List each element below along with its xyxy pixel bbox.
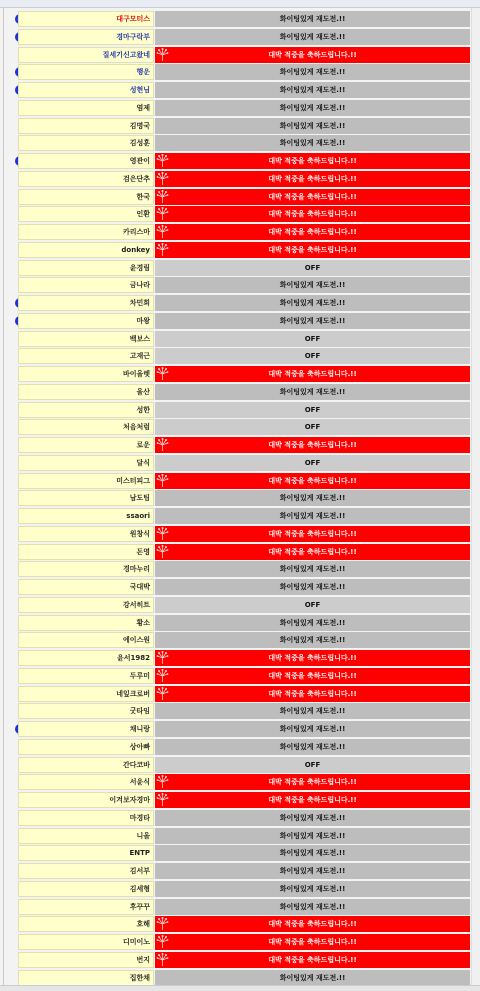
- member-name[interactable]: ENTP: [18, 845, 154, 861]
- flower-icon: [156, 651, 169, 665]
- status-label: 화이팅있게 재도전.!!: [279, 68, 346, 77]
- table-row: [17, 774, 470, 792]
- member-name[interactable]: 로운: [18, 437, 154, 453]
- status-label: 대박 적중을 축하드립니다.!!: [268, 174, 357, 183]
- member-name[interactable]: 돈영: [18, 544, 154, 560]
- status-label: 화이팅있게 재도전.!!: [279, 121, 346, 130]
- table-row: [17, 544, 470, 562]
- status-cell-off: [155, 402, 470, 418]
- member-name[interactable]: 대구모터스: [18, 11, 154, 27]
- status-label: 화이팅있게 재도전.!!: [279, 103, 346, 112]
- status-label: 화이팅있게 재도전.!!: [279, 849, 346, 858]
- status-cell-win: [155, 171, 470, 187]
- status-cell-go: [155, 579, 470, 595]
- table-row: [17, 366, 470, 384]
- member-name[interactable]: 네잎크로버: [18, 686, 154, 702]
- member-name[interactable]: 경마구락부: [18, 29, 154, 45]
- status-cell-go: [155, 490, 470, 506]
- status-cell-off: [155, 348, 470, 364]
- table-row: [17, 721, 470, 739]
- status-cell-go: [155, 384, 470, 400]
- table-row: [17, 686, 470, 704]
- status-label: 화이팅있게 재도전.!!: [279, 742, 346, 751]
- status-label: OFF: [304, 405, 321, 414]
- table-row: [17, 242, 470, 260]
- member-name[interactable]: 에이스원: [18, 632, 154, 648]
- status-cell-win: [155, 668, 470, 684]
- table-row: [17, 881, 470, 899]
- status-label: OFF: [304, 352, 321, 361]
- member-name[interactable]: 인환: [18, 206, 154, 222]
- status-cell-go: [155, 899, 470, 915]
- table-row: [17, 313, 470, 331]
- member-name[interactable]: 검은단추: [18, 171, 154, 187]
- status-label: 화이팅있게 재도전.!!: [279, 86, 346, 94]
- status-label: 화이팅있게 재도전.!!: [279, 636, 346, 645]
- status-label: 화이팅있게 재도전.!!: [279, 902, 346, 911]
- status-label: 대박 적중을 축하드립니다.!!: [268, 441, 357, 449]
- member-name[interactable]: 남도팀: [18, 490, 154, 506]
- table-row: [17, 863, 470, 881]
- member-name[interactable]: 경마누리: [18, 561, 154, 577]
- status-cell-off: [155, 597, 470, 613]
- status-cell-go: [155, 810, 470, 826]
- table-row: [17, 490, 470, 508]
- member-name[interactable]: 윤경림: [18, 260, 154, 276]
- status-label: 대박 적중을 축하드립니다.!!: [268, 671, 357, 680]
- status-cell-win: [155, 224, 470, 240]
- status-label: 화이팅있게 재도전.!!: [279, 583, 346, 591]
- table-row: [17, 473, 470, 491]
- status-cell-off: [155, 757, 470, 773]
- member-name[interactable]: 디미이노: [18, 934, 154, 950]
- flower-icon: [156, 687, 169, 701]
- status-cell-go: [155, 29, 470, 45]
- table-row: [17, 845, 470, 863]
- status-label: OFF: [304, 263, 321, 272]
- table-row: [17, 739, 470, 757]
- table-row: [17, 579, 470, 597]
- status-cell-win: [155, 189, 470, 205]
- status-label: OFF: [304, 423, 321, 432]
- flower-icon: [156, 935, 169, 949]
- table-row: [17, 100, 470, 118]
- member-name[interactable]: 김성훈: [18, 135, 154, 151]
- horizontal-scrollbar[interactable]: [0, 985, 480, 991]
- table-row: [17, 206, 470, 224]
- status-cell-go: [155, 703, 470, 719]
- vertical-scrollbar[interactable]: [471, 8, 480, 990]
- status-label: 대박 적중을 축하드립니다.!!: [268, 50, 357, 59]
- member-name[interactable]: 달식: [18, 455, 154, 471]
- status-cell-go: [155, 739, 470, 755]
- member-name[interactable]: 김세형: [18, 881, 154, 897]
- flower-icon: [156, 474, 169, 488]
- status-cell-go: [155, 277, 470, 293]
- status-label: 화이팅있게 재도전.!!: [279, 32, 346, 41]
- table-row: [17, 615, 470, 633]
- status-label: 대박 적중을 축하드립니다.!!: [268, 796, 357, 804]
- status-cell-win: [155, 437, 470, 453]
- status-label: 대박 적중을 축하드립니다.!!: [268, 955, 357, 964]
- table-row: [17, 526, 470, 544]
- status-label: 대박 적중을 축하드립니다.!!: [268, 689, 357, 698]
- status-cell-go: [155, 508, 470, 524]
- table-row: [17, 632, 470, 650]
- member-name[interactable]: 김명국: [18, 118, 154, 134]
- status-label: 화이팅있게 재도전.!!: [279, 139, 346, 148]
- status-cell-win: [155, 952, 470, 968]
- member-name[interactable]: 마왕: [18, 313, 154, 329]
- status-cell-off: [155, 331, 470, 347]
- flower-icon: [156, 154, 169, 168]
- status-label: 화이팅있게 재도전.!!: [279, 387, 346, 396]
- status-label: 화이팅있게 재도전.!!: [279, 494, 346, 503]
- member-name[interactable]: 국대박: [18, 579, 154, 595]
- table-row: [17, 171, 470, 189]
- status-label: 화이팅있게 재도전.!!: [279, 512, 346, 520]
- status-cell-win: [155, 916, 470, 932]
- table-row: [17, 792, 470, 810]
- table-row: [17, 11, 470, 29]
- flower-icon: [156, 367, 169, 381]
- status-label: 화이팅있게 재도전.!!: [279, 831, 346, 840]
- member-name[interactable]: 바이올렛: [18, 366, 154, 382]
- flower-icon: [156, 669, 169, 683]
- status-label: 대박 적중을 축하드립니다.!!: [268, 476, 357, 485]
- status-cell-win: [155, 366, 470, 382]
- table-row: [17, 295, 470, 313]
- flower-icon: [156, 48, 169, 62]
- table-row: [17, 29, 470, 47]
- status-cell-win: [155, 544, 470, 560]
- status-cell-win: [155, 473, 470, 489]
- table-row: [17, 189, 470, 207]
- member-name[interactable]: 서윤식: [18, 774, 154, 790]
- status-label: 대박 적중을 축하드립니다.!!: [268, 157, 357, 165]
- status-label: 화이팅있게 재도전.!!: [279, 884, 346, 893]
- table-row: [17, 331, 470, 349]
- table-row: [17, 277, 470, 295]
- status-cell-win: [155, 792, 470, 808]
- status-label: 대박 적중을 축하드립니다.!!: [268, 529, 357, 538]
- member-name[interactable]: 울산: [18, 384, 154, 400]
- status-label: 화이팅있게 재도전.!!: [279, 316, 346, 325]
- status-cell-go: [155, 721, 470, 737]
- member-name[interactable]: 두루미: [18, 668, 154, 684]
- status-cell-win: [155, 934, 470, 950]
- status-cell-go: [155, 118, 470, 134]
- table-row: [17, 260, 470, 278]
- status-label: 화이팅있게 재도전.!!: [279, 618, 346, 627]
- status-label: 화이팅있게 재도전.!!: [279, 973, 346, 982]
- status-label: 대박 적중을 축하드립니다.!!: [268, 228, 357, 236]
- status-cell-off: [155, 260, 470, 276]
- status-cell-go: [155, 863, 470, 879]
- table-row: [17, 597, 470, 615]
- status-cell-go: [155, 64, 470, 80]
- status-cell-go: [155, 313, 470, 329]
- flower-icon: [156, 545, 169, 559]
- member-name[interactable]: 성한: [18, 402, 154, 418]
- flower-icon: [156, 243, 169, 257]
- status-cell-go: [155, 881, 470, 897]
- table-row: [17, 384, 470, 402]
- status-label: OFF: [304, 600, 321, 609]
- status-cell-off: [155, 419, 470, 435]
- member-name[interactable]: 성현님: [18, 82, 154, 98]
- status-cell-win: [155, 774, 470, 790]
- status-label: 화이팅있게 재도전.!!: [279, 707, 346, 716]
- member-name[interactable]: 차민희: [18, 295, 154, 311]
- table-row: [17, 82, 470, 100]
- member-name[interactable]: 니올: [18, 828, 154, 844]
- table-row: [17, 508, 470, 526]
- table-row: [17, 153, 470, 171]
- member-name[interactable]: 염제: [18, 100, 154, 116]
- left-border: [3, 8, 4, 990]
- status-cell-win: [155, 153, 470, 169]
- flower-icon: [156, 207, 169, 221]
- table-row: [17, 668, 470, 686]
- member-name[interactable]: 미스터피그: [18, 473, 154, 489]
- member-name[interactable]: 후꾸꾸: [18, 899, 154, 915]
- table-row: [17, 934, 470, 952]
- table-row: [17, 64, 470, 82]
- table-row: [17, 437, 470, 455]
- status-cell-win: [155, 526, 470, 542]
- member-name[interactable]: 한국: [18, 189, 154, 205]
- member-name[interactable]: 채니랑: [18, 721, 154, 737]
- member-name[interactable]: 굿타임: [18, 703, 154, 719]
- member-name[interactable]: 호해: [18, 916, 154, 932]
- status-label: 대박 적중을 축하드립니다.!!: [268, 370, 357, 378]
- member-name[interactable]: 카리스마: [18, 224, 154, 240]
- status-label: 대박 적중을 축하드립니다.!!: [268, 920, 357, 929]
- status-cell-go: [155, 632, 470, 648]
- results-list: [17, 11, 470, 987]
- top-toolbar: [0, 0, 480, 8]
- member-name[interactable]: 강서히트: [18, 597, 154, 613]
- status-cell-go: [155, 135, 470, 151]
- table-row: [17, 650, 470, 668]
- member-name[interactable]: 행운: [18, 64, 154, 80]
- status-cell-go: [155, 845, 470, 861]
- table-row: [17, 561, 470, 579]
- status-label: 대박 적중을 축하드립니다.!!: [268, 778, 357, 787]
- status-label: 화이팅있게 재도전.!!: [279, 15, 346, 23]
- status-cell-off: [155, 455, 470, 471]
- status-cell-go: [155, 828, 470, 844]
- flower-icon: [156, 793, 169, 807]
- flower-icon: [156, 438, 169, 452]
- table-row: [17, 47, 470, 65]
- table-row: [17, 952, 470, 970]
- member-name[interactable]: 고재근: [18, 348, 154, 364]
- table-row: [17, 703, 470, 721]
- member-name[interactable]: 번지: [18, 952, 154, 968]
- member-name[interactable]: 영관이: [18, 153, 154, 169]
- status-label: 대박 적중을 축하드립니다.!!: [268, 654, 357, 662]
- status-label: 화이팅있게 재도전.!!: [279, 725, 346, 733]
- status-cell-go: [155, 82, 470, 98]
- member-name[interactable]: donkey: [18, 242, 154, 258]
- flower-icon: [156, 190, 169, 204]
- member-name[interactable]: 금나라: [18, 277, 154, 293]
- status-label: 대박 적중을 축하드립니다.!!: [268, 938, 357, 946]
- status-cell-go: [155, 11, 470, 27]
- member-name[interactable]: 상아빠: [18, 739, 154, 755]
- table-row: [17, 402, 470, 420]
- member-name[interactable]: 처음처럼: [18, 419, 154, 435]
- status-label: OFF: [304, 760, 321, 769]
- member-name[interactable]: 김서부: [18, 863, 154, 879]
- member-name[interactable]: 백보스: [18, 331, 154, 347]
- flower-icon: [156, 917, 169, 931]
- member-name[interactable]: 황소: [18, 615, 154, 631]
- table-row: [17, 118, 470, 136]
- flower-icon: [156, 225, 169, 239]
- status-cell-go: [155, 100, 470, 116]
- status-label: 대박 적중을 축하드립니다.!!: [268, 547, 357, 556]
- status-label: 화이팅있게 재도전.!!: [279, 299, 346, 307]
- table-row: [17, 419, 470, 437]
- flower-icon: [156, 775, 169, 789]
- status-label: OFF: [304, 458, 321, 467]
- status-cell-go: [155, 295, 470, 311]
- flower-icon: [156, 527, 169, 541]
- member-name[interactable]: 이겨보자경마: [18, 792, 154, 808]
- status-label: OFF: [304, 334, 321, 343]
- table-row: [17, 810, 470, 828]
- status-label: 화이팅있게 재도전.!!: [279, 813, 346, 822]
- status-label: 대박 적중을 축하드립니다.!!: [268, 192, 357, 201]
- member-name[interactable]: ssaori: [18, 508, 154, 524]
- member-name[interactable]: 윤서1982: [18, 650, 154, 666]
- status-cell-win: [155, 650, 470, 666]
- status-cell-go: [155, 615, 470, 631]
- table-row: [17, 135, 470, 153]
- status-cell-win: [155, 242, 470, 258]
- flower-icon: [156, 172, 169, 186]
- flower-icon: [156, 953, 169, 967]
- member-name[interactable]: 질세기신고왔네: [18, 47, 154, 63]
- member-name[interactable]: 마경타: [18, 810, 154, 826]
- status-cell-win: [155, 686, 470, 702]
- member-name[interactable]: 원창식: [18, 526, 154, 542]
- status-label: 대박 적중을 축하드립니다.!!: [268, 245, 357, 254]
- status-label: 화이팅있게 재도전.!!: [279, 565, 346, 574]
- table-row: [17, 348, 470, 366]
- member-name[interactable]: 집한채: [18, 970, 154, 986]
- status-cell-go: [155, 970, 470, 986]
- table-row: [17, 916, 470, 934]
- status-label: 화이팅있게 재도전.!!: [279, 867, 346, 875]
- status-label: 대박 적중을 축하드립니다.!!: [268, 210, 357, 219]
- status-cell-win: [155, 47, 470, 63]
- table-row: [17, 224, 470, 242]
- table-row: [17, 828, 470, 846]
- table-row: [17, 455, 470, 473]
- table-row: [17, 899, 470, 917]
- member-name[interactable]: 간다코바: [18, 757, 154, 773]
- status-label: 화이팅있게 재도전.!!: [279, 281, 346, 290]
- status-cell-win: [155, 206, 470, 222]
- table-row: [17, 757, 470, 775]
- status-cell-go: [155, 561, 470, 577]
